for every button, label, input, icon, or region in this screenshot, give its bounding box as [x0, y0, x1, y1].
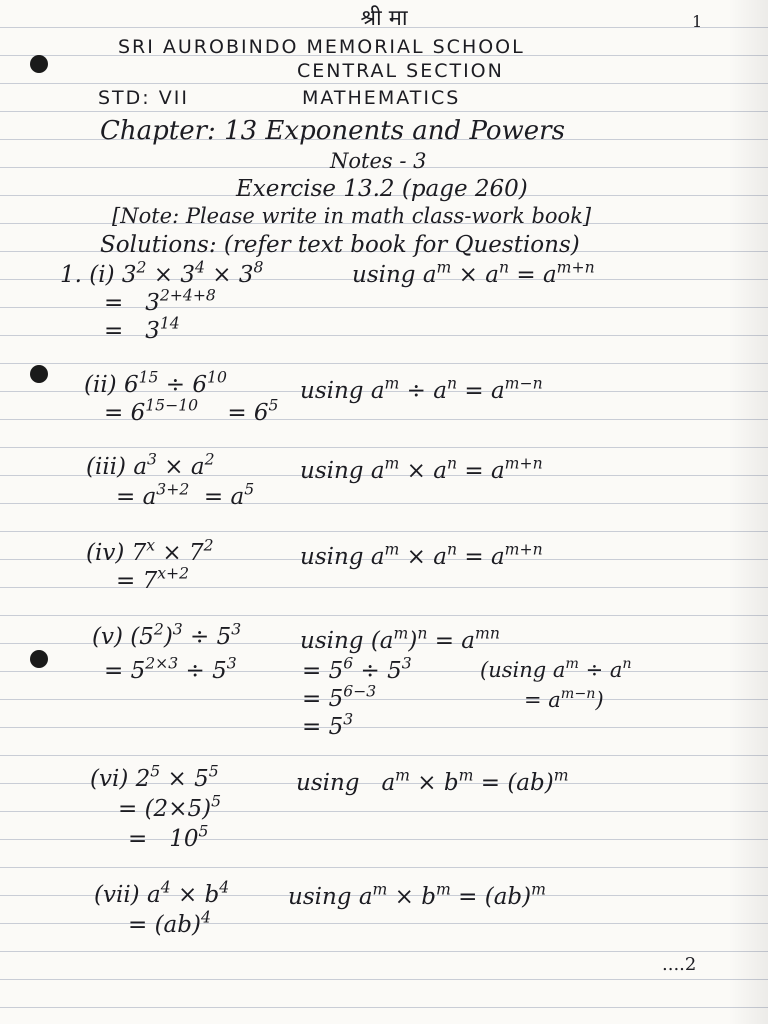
rule-vi: using $a^m \times b^m = (ab)^m$: [296, 765, 569, 796]
notes-label: Notes - 3: [330, 149, 427, 173]
chapter-title: Chapter: 13 Exponents and Powers: [100, 116, 565, 146]
punch-hole: [30, 365, 48, 383]
rule-v-b: (using $a^m \div a^n$: [480, 656, 632, 682]
step-i-2: = $3^{14}$: [104, 313, 180, 344]
solution-i: 1. (i) $3^2 \times 3^4 \times 3^8$: [60, 257, 264, 288]
step-v-2: = $5^6 \div 5^3$: [302, 653, 412, 684]
step-ii-1: = $6^{15-10}$ = $6^5$: [104, 395, 279, 426]
solution-iii: (iii) $a^3 \times a^2$: [86, 449, 215, 480]
step-i-1: = $3^{2+4+8}$: [104, 285, 216, 316]
rule-ii: using $a^m \div a^n = a^{m-n}$: [300, 373, 543, 404]
note-line: [Note: Please write in math class-work book]: [112, 204, 592, 228]
page-number: 1: [692, 12, 703, 31]
exercise-title: Exercise 13.2 (page 260): [236, 176, 528, 202]
solution-vi: (vi) $2^5 \times 5^5$: [90, 761, 219, 792]
step-vii-1: = (ab)$^4$: [128, 907, 211, 938]
rule-v: using $(a^m)^n = a^{mn}$: [300, 623, 500, 654]
school-logo-text: श्री मा: [360, 6, 408, 31]
section-name: CENTRAL SECTION: [297, 60, 504, 82]
step-iv-1: = $7^{x+2}$: [116, 563, 190, 594]
step-iii-1: = $a^{3+2} = a^5$: [116, 479, 255, 510]
step-vi-1: = $(2\times 5)^5$: [118, 791, 222, 822]
std-label: STD: VII: [98, 87, 189, 109]
solutions-heading: Solutions: (refer text book for Questions): [100, 232, 580, 258]
page-edge-shadow: [728, 0, 768, 1024]
rule-v-b2: = $a^{m-n}$): [524, 686, 604, 712]
step-v-1: = $5^{2\times 3} \div 5^3$: [104, 653, 237, 684]
rule-iv: using $a^m \times a^n = a^{m+n}$: [300, 539, 543, 570]
solution-iv: (iv) $7^x \times 7^2$: [86, 535, 214, 566]
step-v-4: = $5^3$: [302, 709, 354, 740]
continued-marker: ....2: [662, 954, 697, 975]
rule-iii: using $a^m \times a^n = a^{m+n}$: [300, 453, 543, 484]
school-name: SRI AUROBINDO MEMORIAL SCHOOL: [118, 36, 525, 58]
step-vi-2: = $10^5$: [128, 821, 209, 852]
punch-hole: [30, 650, 48, 668]
punch-hole: [30, 55, 48, 73]
solution-vii: (vii) $a^4 \times b^4$: [94, 877, 230, 908]
solution-v: (v) $(5^2)^3 \div 5^3$: [92, 619, 242, 650]
solution-ii: (ii) $6^{15} \div 6^{10}$: [84, 367, 227, 398]
rule-vii: using $a^m \times b^m = (ab)^m$: [288, 879, 546, 910]
subject-label: MATHEMATICS: [302, 87, 461, 109]
rule-i: using $a^m \times a^n = a^{m+n}$: [352, 257, 595, 288]
step-v-3: = $5^{6-3}$: [302, 681, 377, 712]
